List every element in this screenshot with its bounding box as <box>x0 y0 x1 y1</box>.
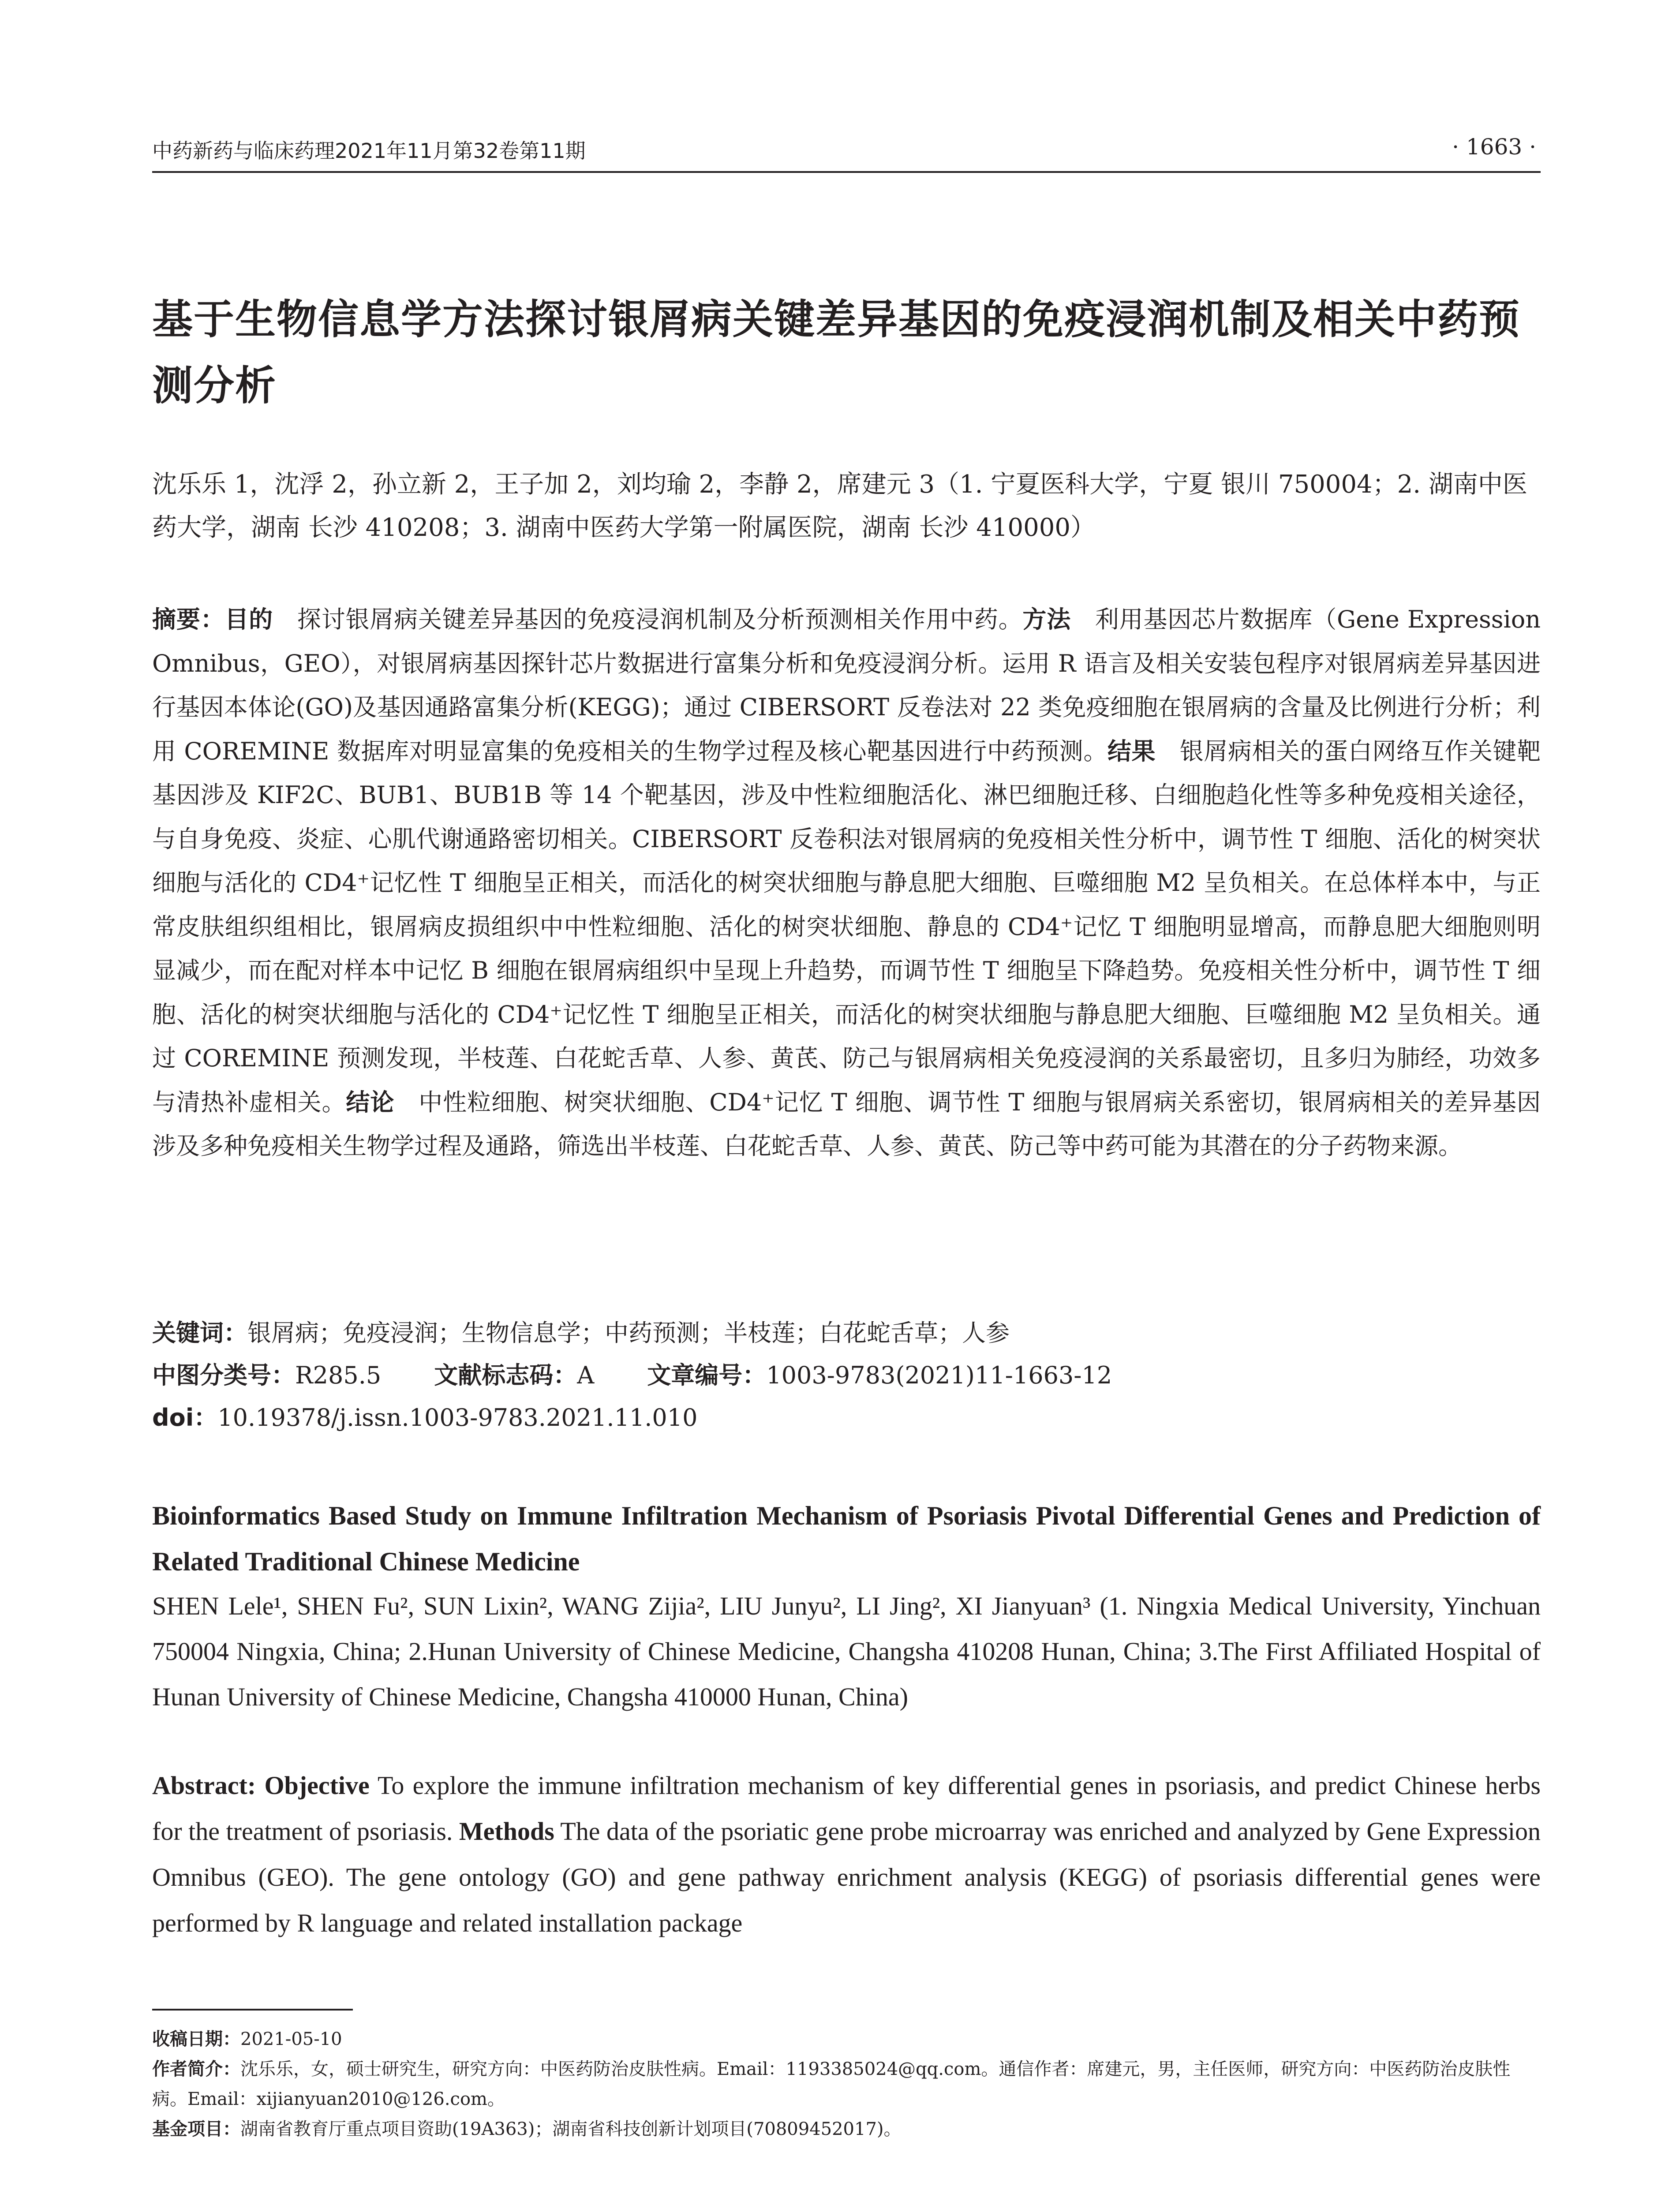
results-text: 银屑病相关的蛋白网络互作关键靶基因涉及 KIF2C、BUB1、BUB1B 等 14 个靶基因，涉及中性粒细胞活化、淋巴细胞迁移、白细胞趋化性等多种免疫相关途径，与自身免疫、炎症、心肌代谢通路密切相关。CIBERSORT 反卷积法对银屑病的免疫相关性分析中，调节性 T 细胞、活化的树突状细胞与活化的 CD4⁺记忆性 T 细胞呈正相关，而活化的树突状细胞与静息肥大细胞、巨噬细胞 M2 呈负相关。在总体样本中，与正常皮肤组织组相比，银屑病皮损组织中中性粒细胞、活化的树突状细胞、静息的 CD4⁺记忆 T 细胞明显增高，而静息肥大细胞则明显减少，而在配对样本中记忆 B 细胞在银屑病组织中呈现上升趋势，而调节性 T 细胞呈下降趋势。免疫相关性分析中，调节性 T 细胞、活化的树突状细胞与活化的 CD4⁺记忆性 T 细胞呈正相关，而活化的树突状细胞与静息肥大细胞、巨噬细胞 M2 呈负相关。通过 COREMINE 预测发现，半枝莲、白花蛇舌草、人参、黄芪、防己与银屑病相关免疫浸润的关系最密切，且多归为肺经，功效多与清热补虚相关。 <box>152 737 1541 1116</box>
article-number-label: 文章编号： <box>647 1361 767 1389</box>
doi-link[interactable]: 10.19378/j.issn.1003-9783.2021.11.010 <box>217 1404 698 1431</box>
clc-value: R285.5 <box>295 1361 382 1389</box>
conclusion-label: 结论 <box>346 1088 395 1116</box>
footnote-fund <box>152 2114 1541 2144</box>
objective-text: 探讨银屑病关键差异基因的免疫浸润机制及分析预测相关作用中药。 <box>297 605 1023 633</box>
methods-en-label: Methods <box>459 1817 554 1846</box>
paper-page <box>152 0 1541 2205</box>
methods-label: 方法 <box>1022 605 1071 633</box>
results-label: 结果 <box>1107 737 1156 765</box>
abstract-label: 摘要： <box>152 605 225 633</box>
methods-en-text: The data of the psoriatic gene probe microarray was enriched and analyzed by Gene Expression Omnibus (GEO). The gene ontology (GO) and gene pathway enrichment analysis (KEGG) of psoriasis differential genes were performed by R language and related installation package <box>152 1817 1541 1937</box>
objective-label: 目的 <box>224 605 273 633</box>
footnote-received <box>152 2024 1541 2054</box>
abstract-chinese <box>152 598 1541 1168</box>
doi-line <box>152 1397 1541 1439</box>
title-chinese: 基于生物信息学方法探讨银屑病关键差异基因的免疫浸润机制及相关中药预测分析 <box>152 296 1521 409</box>
journal-name: 中药新药与临床药理2021年11月第32卷第11期 <box>152 139 586 163</box>
footnotes <box>152 2024 1541 2144</box>
fund-text: 湖南省教育厅重点项目资助(19A363)；湖南省科技创新计划项目(70809452017)。 <box>240 2119 902 2139</box>
objective-en-text: To explore the immune infiltration mechanism of key differential genes in psoriasis, and predict Chinese herbs for the treatment of psoriasis. <box>152 1771 1541 1846</box>
doc-code-value: A <box>577 1361 595 1389</box>
abstract-en-label: Abstract: <box>152 1771 256 1800</box>
received-label: 收稿日期： <box>152 2029 240 2049</box>
received-date: 2021-05-10 <box>240 2029 342 2049</box>
doc-code-label: 文献标志码： <box>434 1361 577 1389</box>
keywords-text: 银屑病；免疫浸润；生物信息学；中药预测；半枝莲；白花蛇舌草；人参 <box>247 1319 1010 1347</box>
footnote-divider <box>152 2009 353 2011</box>
page-number: · 1663 · <box>1452 134 1536 160</box>
keywords <box>152 1312 1541 1354</box>
authors-english: SHEN Lele¹, SHEN Fu², SUN Lixin², WANG Zijia², LIU Junyu², LI Jing², XI Jianyuan³ (1. Ningxia Medical University, Yinchuan 750004 Ningxia, China; 2.Hunan University of Chinese Medicine, Changsha 410208 Hunan, China; 3.The First Affiliated Hospital of Hunan University of Chinese Medicine, Changsha 410000 Hunan, China) <box>152 1592 1541 1711</box>
author-info-label: 作者简介： <box>152 2059 240 2079</box>
classification-line <box>152 1354 1541 1397</box>
fund-label: 基金项目： <box>152 2119 240 2139</box>
clc-label: 中图分类号： <box>152 1361 295 1389</box>
authors-chinese: 沈乐乐 1，沈浮 2，孙立新 2，王子加 2，刘均瑜 2，李静 2，席建元 3（1. 宁夏医科大学，宁夏 银川 750004；2. 湖南中医药大学，湖南 长沙 410208；3. 湖南中医药大学第一附属医院，湖南 长沙 410000） <box>152 470 1527 542</box>
conclusion-text: 中性粒细胞、树突状细胞、CD4⁺记忆 T 细胞、调节性 T 细胞与银屑病关系密切，银屑病相关的差异基因涉及多种免疫相关生物学过程及通路，筛选出半枝莲、白花蛇舌草、人参、黄芪、防己等中药可能为其潜在的分子药物来源。 <box>152 1088 1541 1160</box>
footnote-author <box>152 2054 1541 2114</box>
keywords-label: 关键词： <box>152 1319 247 1347</box>
title-english: Bioinformatics Based Study on Immune Infiltration Mechanism of Psoriasis Pivotal Differential Genes and Prediction of Related Traditional Chinese Medicine <box>152 1501 1541 1576</box>
methods-text: 利用基因芯片数据库（Gene Expression Omnibus，GEO），对银屑病基因探针芯片数据进行富集分析和免疫浸润分析。运用 R 语言及相关安装包程序对银屑病差异基因进行基因本体论(GO)及基因通路富集分析(KEGG)；通过 CIBERSORT 反卷法对 22 类免疫细胞在银屑病的含量及比例进行分析；利用 COREMINE 数据库对明显富集的免疫相关的生物学过程及核心靶基因进行中药预测。 <box>152 605 1541 765</box>
doi-label: doi： <box>152 1404 218 1431</box>
objective-en-label: Objective <box>264 1771 370 1800</box>
running-head <box>152 131 1541 173</box>
author-info-text: 沈乐乐，女，硕士研究生，研究方向：中医药防治皮肤性病。Email：1193385024@qq.com。通信作者：席建元，男，主任医师，研究方向：中医药防治皮肤性病。Email：xijianyuan2010@126.com。 <box>152 2059 1511 2109</box>
abstract-english <box>152 1763 1541 1946</box>
article-number-value: 1003-9783(2021)11-1663-12 <box>766 1361 1112 1389</box>
